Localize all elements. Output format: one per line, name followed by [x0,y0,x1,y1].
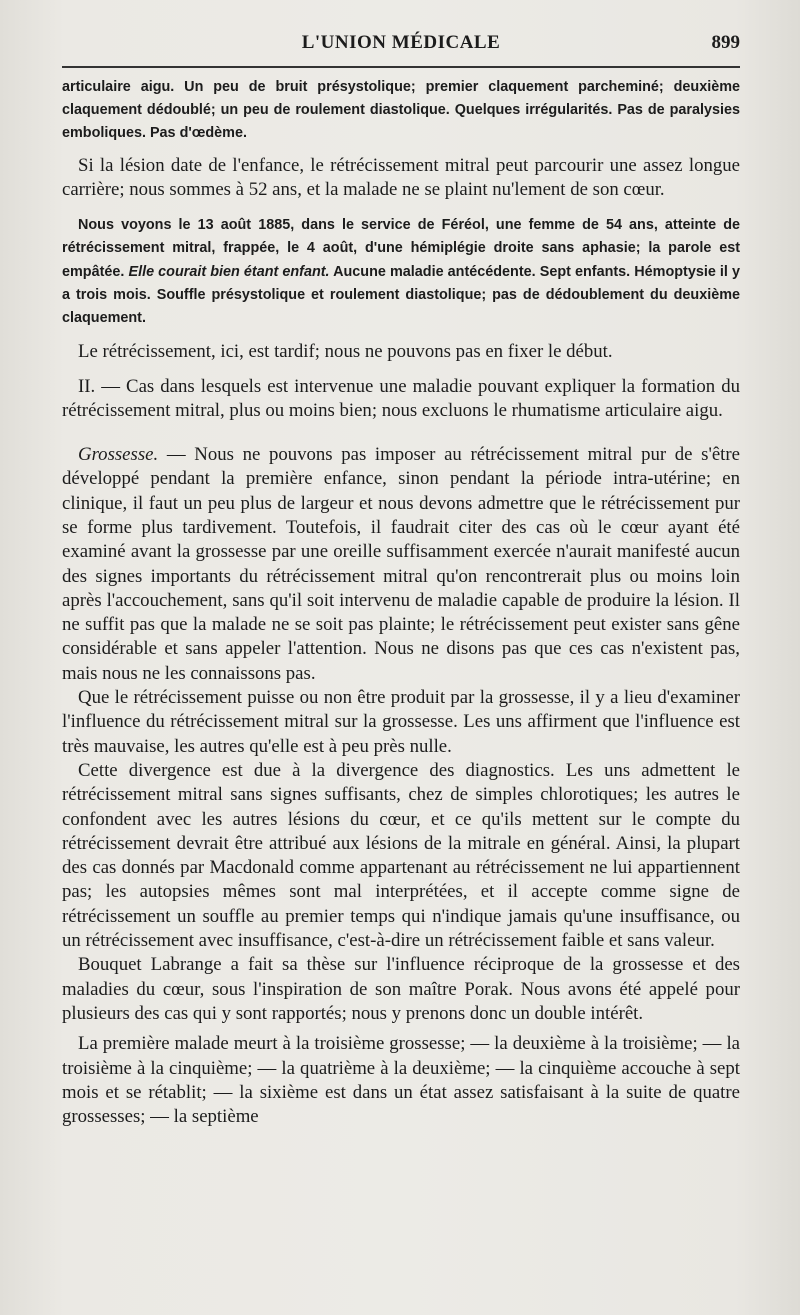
paragraph-divergence: Cette divergence est due à la divergence des diagnostics. Les uns admettent le rétrécissement mitral sans signes suffisants, chez de simples chlorotiques; les autres le confondent avec les autres lésions du cœur, et ce qu'ils mettent sur le compte du rétrécissement devrait être attribué aux lésions de la mitrale en général. Ainsi, la plupart des cas donnés par Macdonald comme appartenant au rétrécissement ne lui appartiennent pas; les autopsies mêmes sont mal interprétées, et il accepte comme signe de rétrécissement un souffle au premier temps qui n'indique jamais qu'une insuffisance, ou un rétrécissement avec insuffisance, c'est-à-dire un rétrécissement faible et sans valeur. [62,759,740,952]
pregnancy-heading: Grossesse. [78,444,159,466]
case-note-continued: articulaire aigu. Un peu de bruit présystolique; premier claquement parcheminé; deuxième claquement dédoublé; un peu de roulement diastolique. Quelques irrégularités. Pas de paralysies emboliques. Pas d'œdème. [62,79,740,142]
paragraph-bouquet-labrange: Bouquet Labrange a fait sa thèse sur l'influence réciproque de la grossesse et des maladies du cœur, sous l'inspiration de son maître Porak. Nous avons été appelé pour plusieurs des cas qui y sont rapportés; nous y prenons donc un double intérêt. [62,954,740,1024]
case-note-text-end: Aucune maladie antécédente. Sept enfants. Hémoptysie il y a trois mois. Souffle présystolique et roulement diastolique; pas de dédoublement du deuxième claquement. [62,263,741,327]
page-number: 899 [711,32,740,53]
section-heading-ii: II. — Cas dans lesquels est intervenue une maladie pouvant expliquer la formation du rétrécissement mitral, plus ou moins bien; nous excluons le rhumatisme articulaire aigu. [62,375,740,421]
case-note-text: Nous voyons le 13 août 1885, dans le service de Féréol, une femme de 54 ans, atteinte de rétrécissement mitral, frappée, le 4 août, d'une hémiplégie droite sans aphasie; la parole est empâtée. [62,217,740,280]
paragraph-childhood-lesion: Si la lésion date de l'enfance, le rétrécissement mitral peut parcourir une assez longue carrière; nous sommes à 52 ans, et la malade ne se plaint nu'lement de son cœur. [62,154,740,200]
paragraph-influence: Que le rétrécissement puisse ou non être produit par la grossesse, il y a lieu d'examiner l'influence du rétrécissement mitral sur la grossesse. Les uns affirment que l'influence est très mauvaise, les autres qu'elle est à peu près nulle. [62,687,740,757]
journal-title: L'UNION MÉDICALE [301,32,501,53]
case-note-emphasis: Elle courait bien étant enfant. [128,263,330,280]
paragraph-pregnancy [62,443,740,686]
paragraph-late-stenosis: Le rétrécissement, ici, est tardif; nous ne pouvons pas en fixer le début. [78,341,613,363]
pregnancy-text: — Nous ne pouvons pas imposer au rétrécissement mitral pur de s'être développé pendant la première enfance, sinon pendant la période intra-utérine; en clinique, il faut un peu plus de largeur et nous devons admettre que le rétrécissement pur se forme plus tardivement. Toutefois, il faudrait citer des cas où le cœur ayant été examiné avant la grossesse par une oreille suffisamment exercée n'aurait manifesté aucun des signes importants du rétrécissement mitral qu'on rencontrerait plus ou moins loin après l'accouchement, sans qu'il soit intervenu de maladie capable de produire la lésion. Il ne suffit pas que la malade ne se soit pas plainte; le rétrécissement peut exister sans gêne considérable et sans appeler l'attention. Nous ne disons pas que ces cas n'existent pas, mais nous ne les connaissons pas. [62,444,740,684]
running-header [62,32,740,62]
case-note-feréol [62,214,740,330]
body-text [62,76,740,1129]
paragraph-cases-list: La première malade meurt à la troisième grossesse; — la deuxième à la troisième; — la troisième à la cinquième; — la quatrième à la deuxième; — la cinquième accouche à sept mois et se rétablit; — la sixième est dans un état assez satisfaisant à la suite de quatre grossesses; — la septième [62,1033,740,1128]
header-rule [62,66,740,68]
